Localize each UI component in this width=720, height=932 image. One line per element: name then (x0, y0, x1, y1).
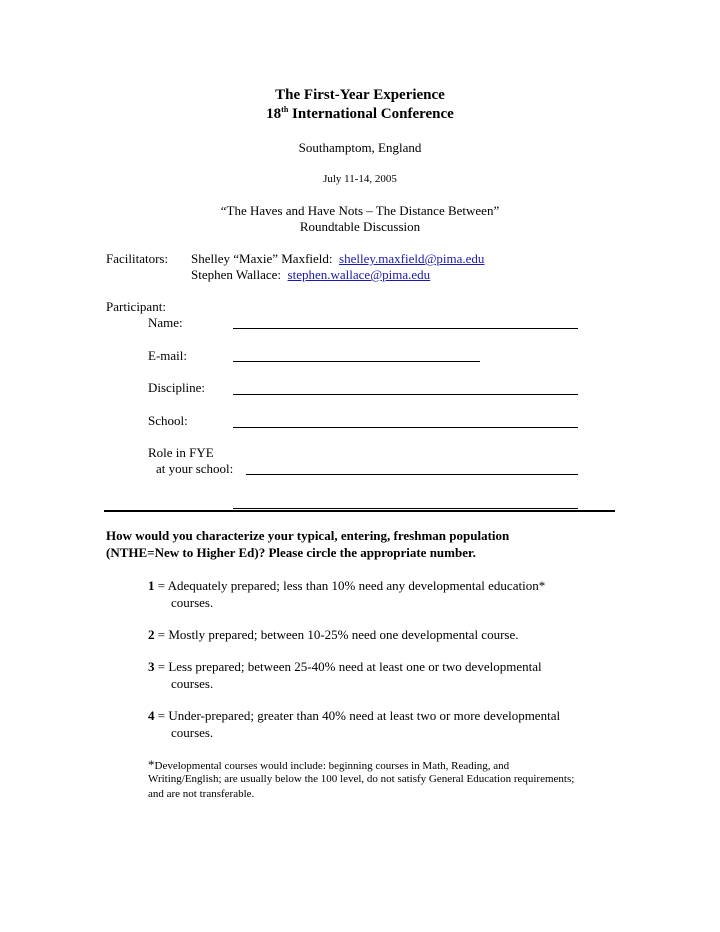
title-line-1: The First-Year Experience (275, 87, 445, 103)
footnote-line-2: Writing/English; are usually below the 100 level, do not satisfy General Education requirements; (148, 773, 575, 785)
school-label: School: (148, 413, 188, 428)
option-number: 4 (148, 708, 155, 723)
section-divider (104, 510, 615, 512)
facilitator-1-name: Shelley “Maxie” Maxfield: (191, 251, 333, 266)
facilitators-label: Facilitators: (106, 251, 169, 266)
edition-number: 18 (266, 106, 282, 122)
name-label: Name: (148, 315, 183, 330)
discipline-field-line[interactable] (233, 394, 578, 395)
option-1-continuation: courses. (171, 595, 214, 610)
role-label-line-1: Role in FYE (148, 445, 214, 460)
footnote-line-3: and are not transferable. (148, 788, 255, 800)
role-label-line-2: at your school: (156, 461, 234, 476)
option-text: = Less prepared; between 25-40% need at least one or two developmental (154, 659, 542, 674)
participant-label: Participant: (106, 299, 166, 314)
facilitator-1 (191, 251, 484, 267)
facilitator-2-name: Stephen Wallace: (191, 267, 282, 282)
option-1[interactable] (148, 578, 545, 594)
question-line-1: How would you characterize your typical, entering, freshman population (106, 528, 510, 543)
footnote-text-1: Developmental courses would include: beginning courses in Math, Reading, and (154, 760, 510, 772)
facilitator-1-email-link[interactable]: shelley.maxfield@pima.edu (339, 251, 485, 266)
conference-name: International Conference (288, 106, 454, 122)
option-4[interactable] (148, 708, 560, 724)
option-4-continuation: courses. (171, 725, 214, 740)
role-field-line[interactable] (246, 474, 578, 475)
role-field-line-2[interactable] (233, 508, 578, 509)
option-number: 3 (148, 659, 155, 674)
name-field-line[interactable] (233, 328, 578, 329)
option-number: 1 (148, 578, 155, 593)
question-line-2: (NTHE=New to Higher Ed)? Please circle the appropriate number. (106, 545, 476, 560)
option-text: = Mostly prepared; between 10-25% need one developmental course. (154, 627, 519, 642)
discipline-label: Discipline: (148, 380, 206, 395)
school-field-line[interactable] (233, 427, 578, 428)
option-text: = Adequately prepared; less than 10% need any developmental education* (154, 578, 546, 593)
option-text: = Under-prepared; greater than 40% need at least two or more developmental (154, 708, 561, 723)
edition-suffix: th (281, 105, 289, 114)
title-line-2 (0, 106, 720, 123)
option-number: 2 (148, 627, 155, 642)
email-field-line[interactable] (233, 361, 480, 362)
session-title: “The Haves and Have Nots – The Distance Between” (220, 203, 500, 218)
email-label: E-mail: (148, 348, 187, 363)
location: Southamptom, England (298, 140, 422, 155)
option-3[interactable] (148, 659, 542, 675)
dates: July 11-14, 2005 (323, 173, 397, 185)
facilitator-2-email-link[interactable]: stephen.wallace@pima.edu (287, 267, 431, 282)
facilitator-2 (191, 267, 430, 283)
footnote-line-1 (148, 757, 509, 773)
footnote-star: * (148, 757, 155, 772)
option-3-continuation: courses. (171, 676, 214, 691)
session-type: Roundtable Discussion (299, 219, 421, 234)
option-2[interactable] (148, 627, 519, 643)
